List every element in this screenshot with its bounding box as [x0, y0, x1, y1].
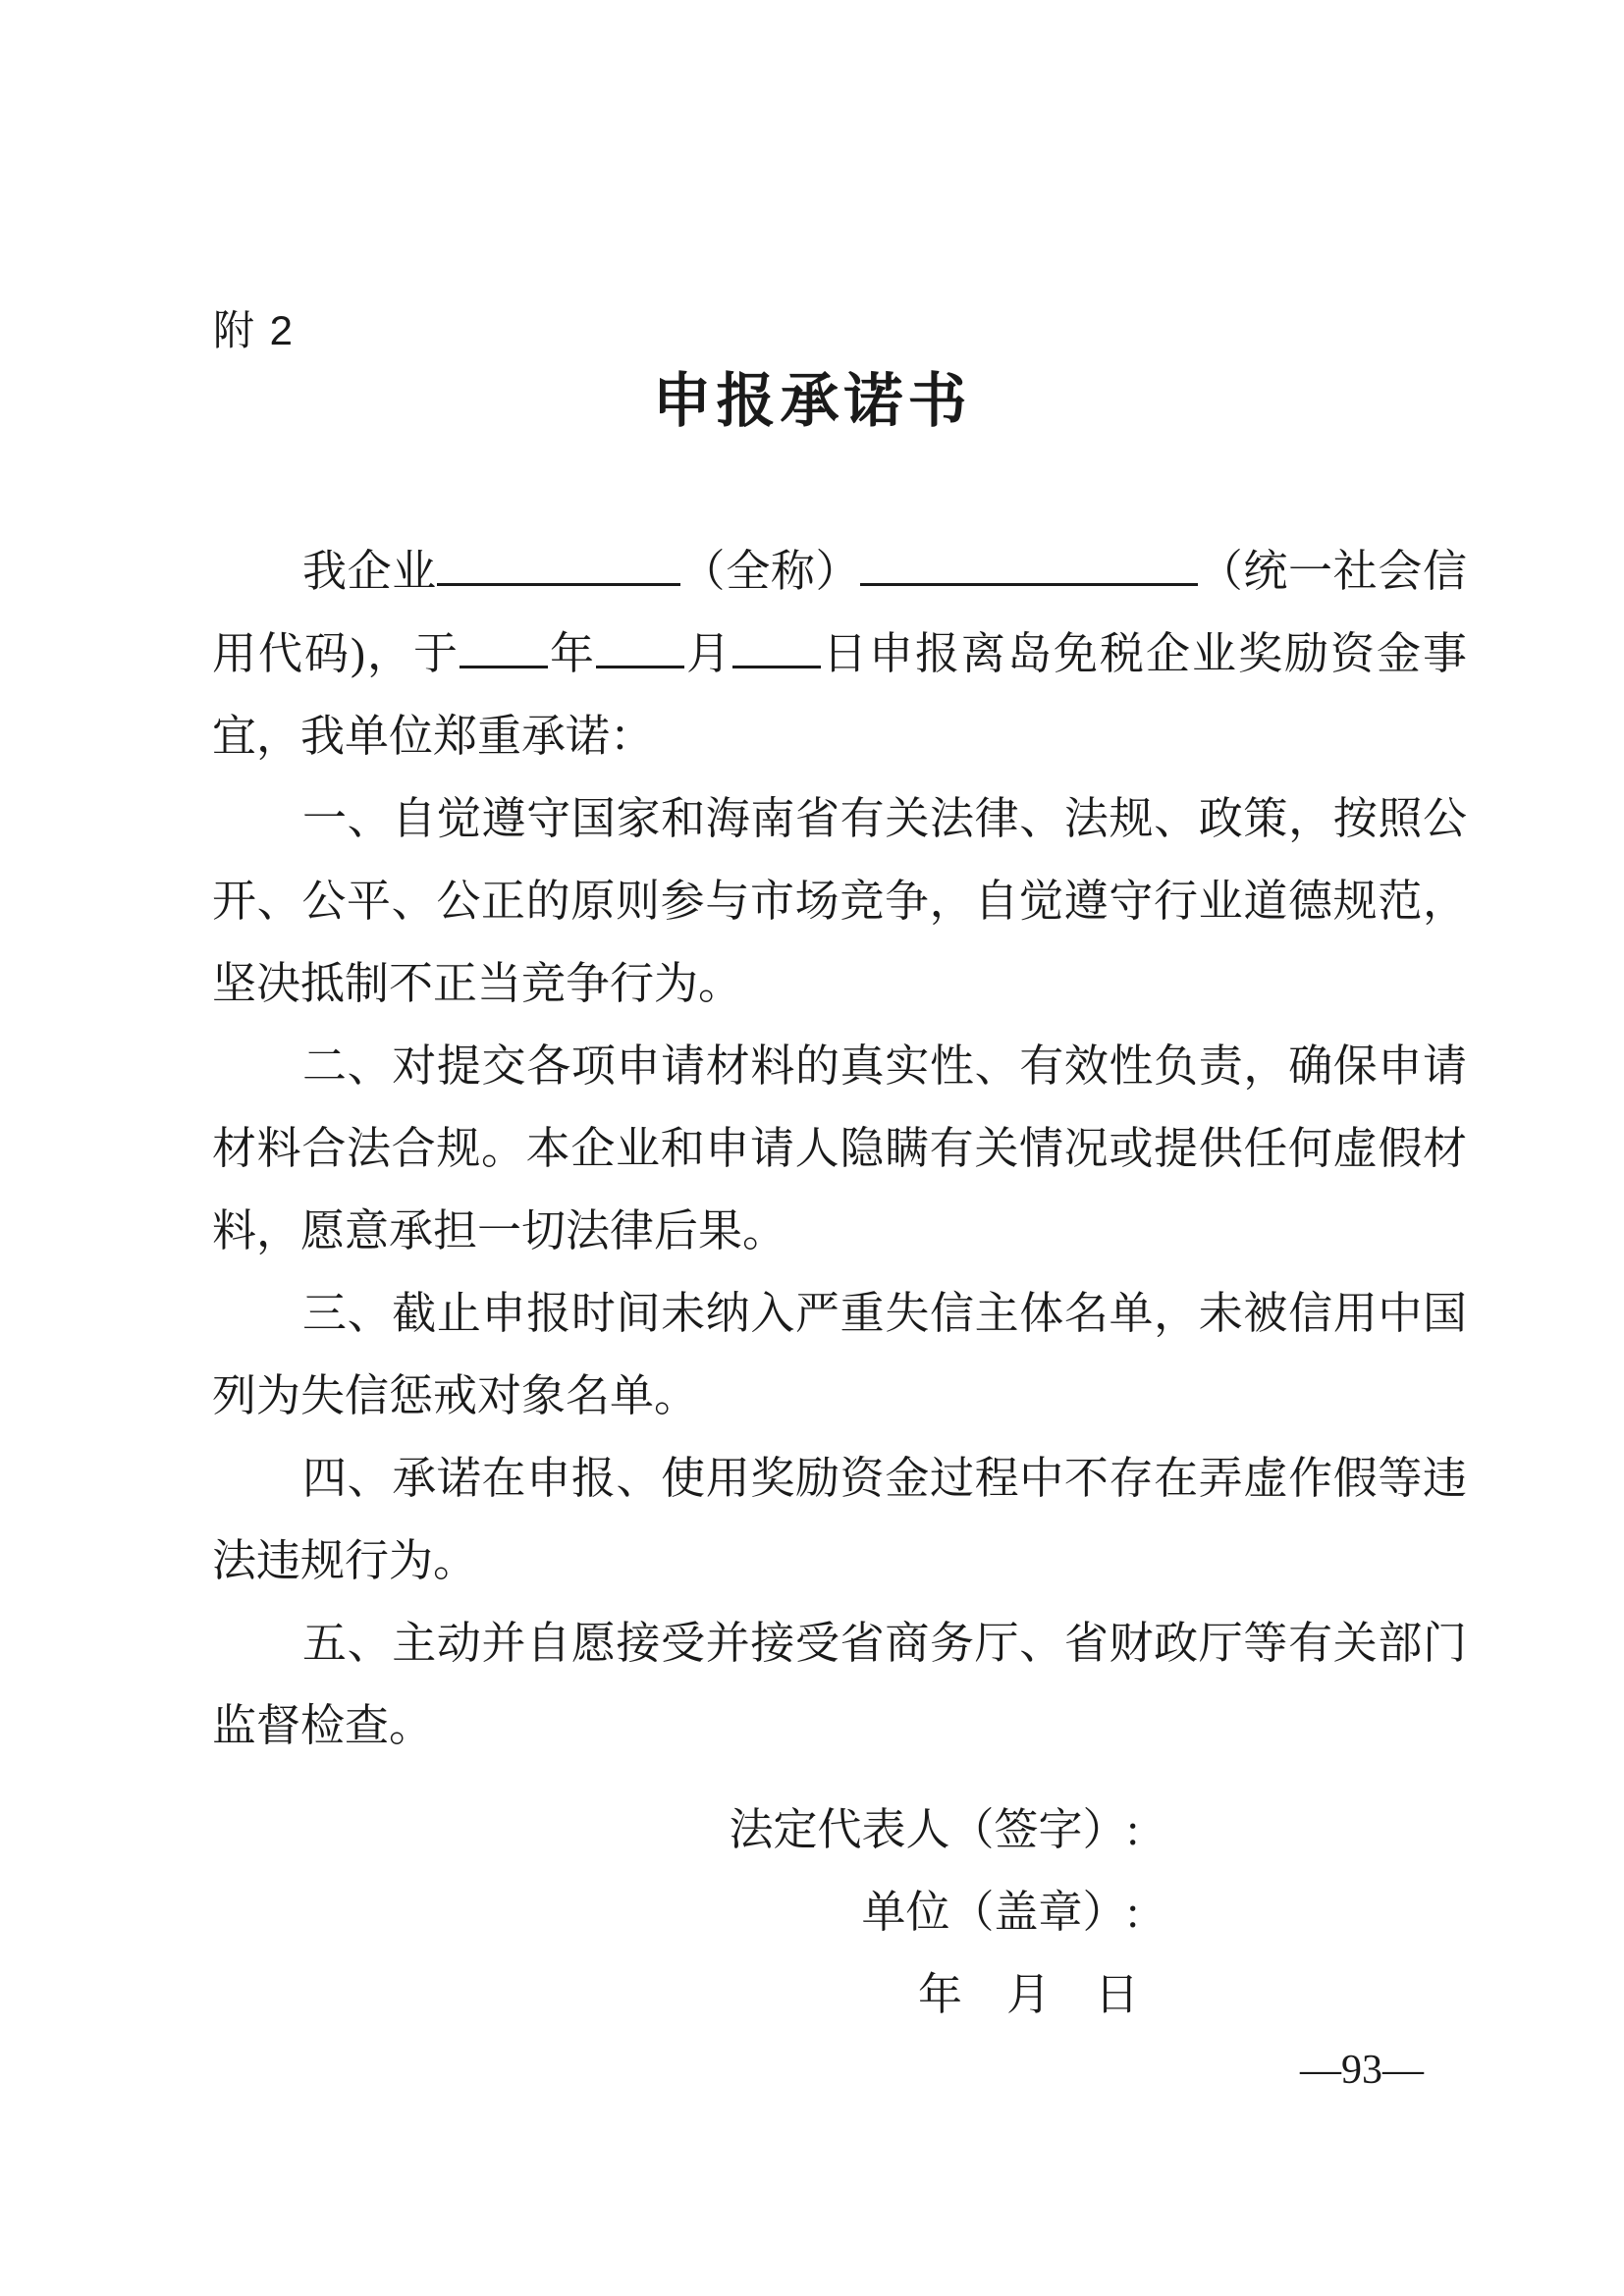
signature-date: 年 月 日 — [917, 1970, 1139, 2019]
intro-paragraph — [212, 530, 1467, 777]
document-title: 申报承诺书 — [652, 369, 972, 434]
intro-text-rest: 日申报离岛免税企业奖励资金事宜，我单位郑重承诺： — [212, 629, 1467, 761]
signature-block — [729, 1789, 1139, 2036]
commitment-item-2: 二、对提交各项申请材料的真实性、有效性负责，确保申请材料合法合规。本企业和申请人隐瞒有关情况或提供任何虚假材料，愿意承担一切法律后果。 — [212, 1041, 1467, 1255]
page-number: —93— — [1300, 2048, 1424, 2093]
day-blank — [732, 624, 821, 668]
commitment-item-4: 四、承诺在申报、使用奖励资金过程中不存在弄虚作假等违法违规行为。 — [212, 1454, 1467, 1585]
credit-code-blank — [860, 542, 1198, 586]
year-blank — [460, 624, 548, 668]
commitment-item-1: 一、自觉遵守国家和海南省有关法律、法规、政策，按照公开、公平、公正的原则参与市场竞争，自觉遵守行业道德规范，坚决抵制不正当竞争行为。 — [212, 794, 1467, 1008]
intro-text-company: 我企业 — [302, 547, 437, 596]
commitment-item-3: 三、截止申报时间未纳入严重失信主体名单，未被信用中国列为失信惩戒对象名单。 — [212, 1289, 1467, 1420]
company-name-blank — [437, 542, 680, 586]
intro-text-credit-code: （统一社会信用代码)，于 — [212, 547, 1467, 678]
intro-text-month: 月 — [683, 629, 732, 678]
attachment-label: 附 2 — [213, 307, 296, 353]
document-body — [212, 530, 1467, 1767]
intro-text-year: 年 — [547, 629, 596, 678]
month-blank — [596, 624, 684, 668]
commitment-item-5: 五、主动并自愿接受并接受省商务厅、省财政厅等有关部门监督检查。 — [212, 1619, 1467, 1750]
intro-text-full-name: （全称） — [679, 547, 861, 596]
signature-unit-seal: 单位（盖章）: — [861, 1888, 1139, 1937]
signature-legal-representative: 法定代表人（签字）: — [729, 1805, 1139, 1854]
